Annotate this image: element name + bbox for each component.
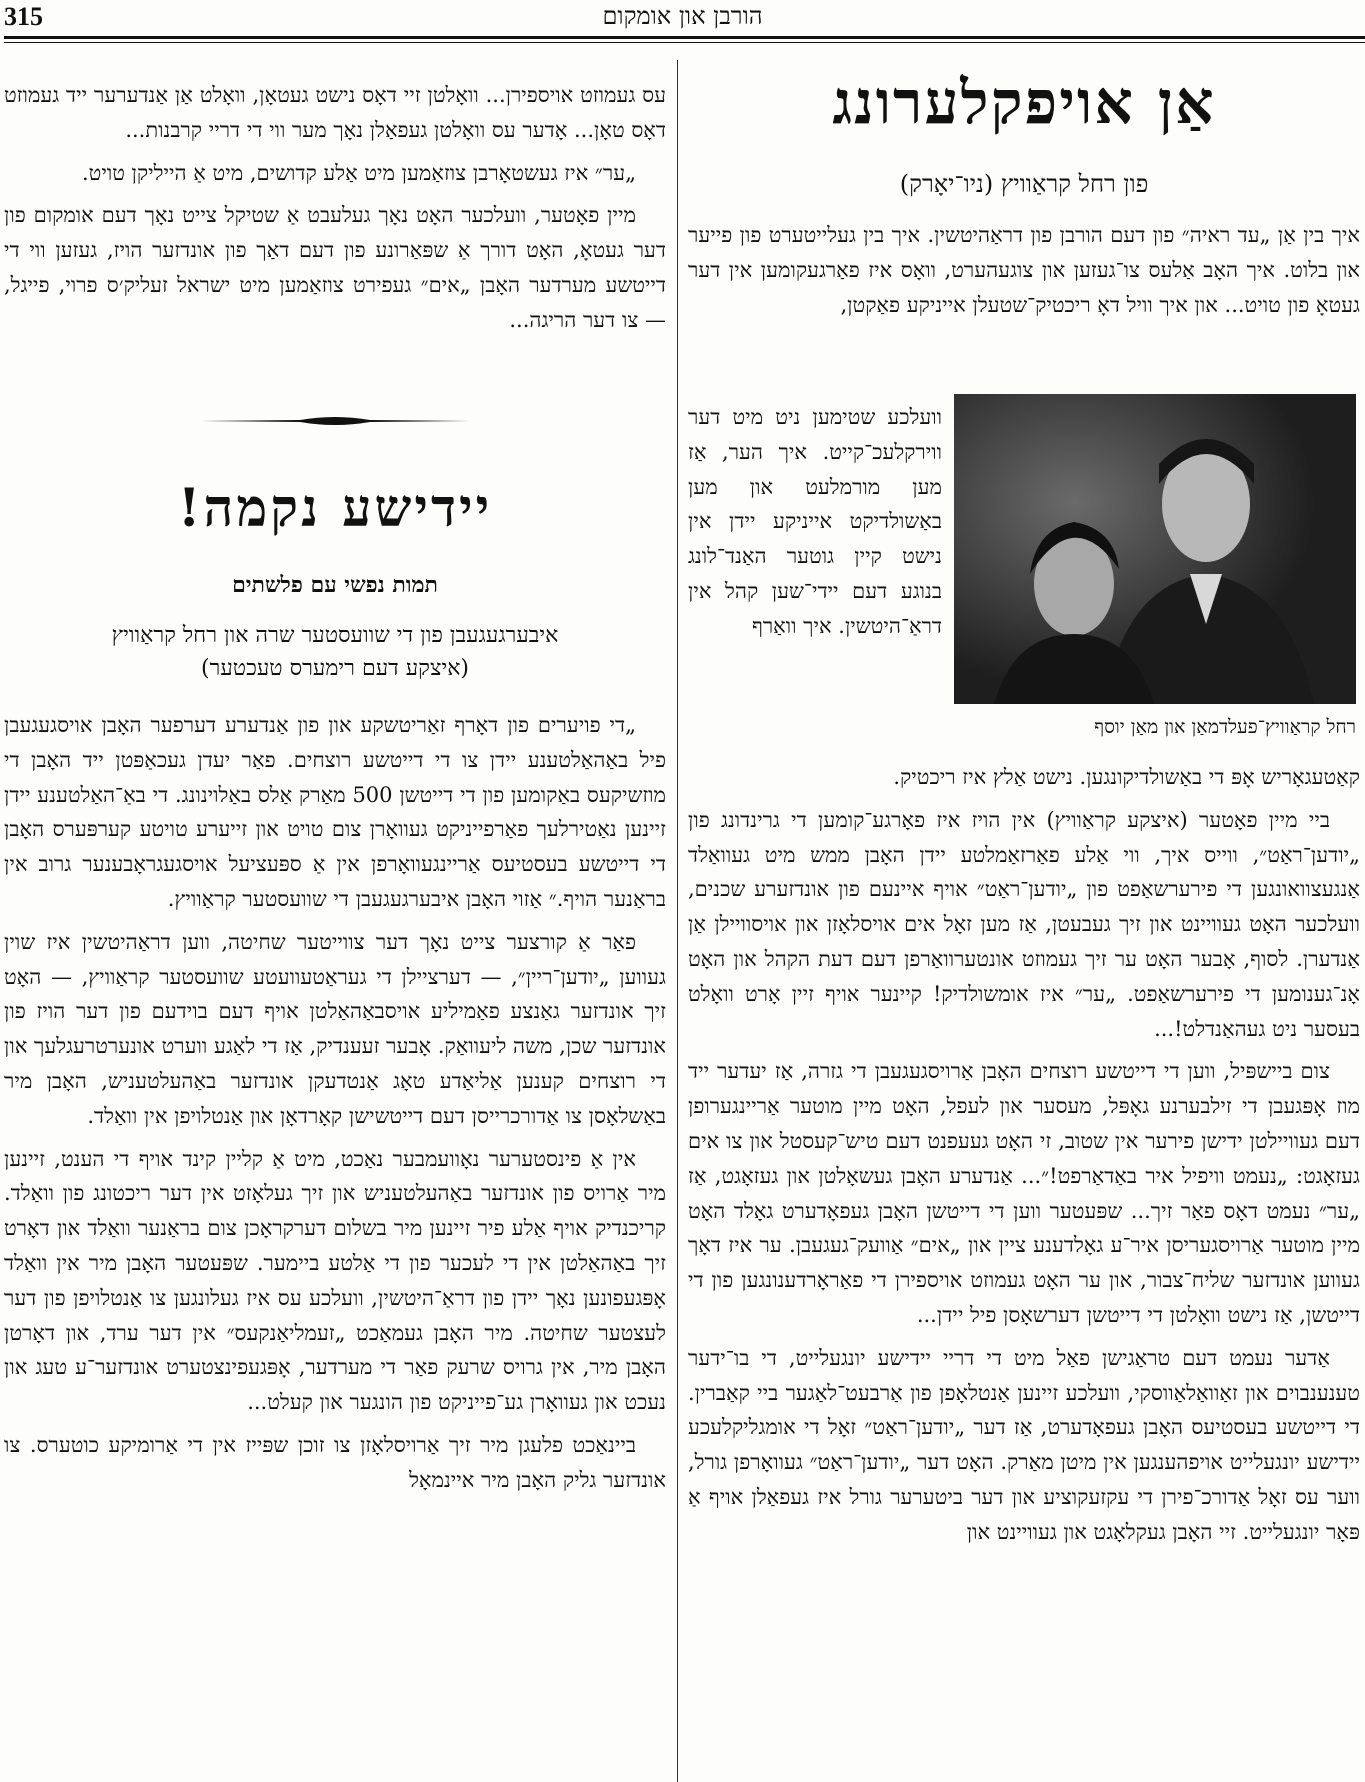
body-paragraph: צום ביישפּיל, ווען די דייטשע רוצחים האָבן אַרויסגעגעבן די גזרה, אַז יעדער ייד מוז אָפּגעבן די זילבערנע גאָפּל, מעסער און לעפל, האָט מיין מוטער אַריינגערופן דעם געוויילטן ידישן פירער אין שטוב, זי האָט געעפנט דעם טיש־קעסטל און צו אים געזאָגט: „נעמט וויפיל איר באַדאַרפט!״... אַנדערע האָבן געשאָלטן און געזאָגט, אַז „ער״ נעמט דאָס פאַר זיך... שפּעטער ווען די דייטשן האָבן געפאָדערט גאָלד האָט מיין מוטער אַרויסגעריסן איר־ע גאָלדענע ציין און „אים״ אַוועק־געגעבן. ער איז דאָך געווען אונדזער שליח־צבור, און ער האָט געמוזט אויספירן די פאַראָרדענונגען פון די דייטשן, אַז נישט וואָלטן די דייטשן דערשאָסן פיל יידן... <box>688 1059 1360 1327</box>
right-article-title: אַן אויפקלערונג <box>832 68 1216 138</box>
body-paragraph: אין אַ פינסטערער נאָוועמבער נאַכט, מיט אַ קליין קינד אויף די הענט, זיינען מיר אַרויס פון אונדזער באַהעלטעניש און זיך געלאָזט אין דער ריכטונג פון וואַלד. קריכנדיק אויף אַלע פיר זיינען מיר בשלום דערקראָכן צום בראַנער וואַלד און דאָרט זיך באַהאַלטן אין די לעכער פון די אַלטע ביימער. שפּעטער האָבן מיר אין וואַלד אָפּגעפונען נאָך יידן פון דראַ־היטשין, וועלכע עס איז געלונגען צו אַנטלויפן פון דער לעצטער שחיטה. מיר האָבן געמאַכט „זעמליאַנקעס״ אין דער ערד, און דאָרטן האָבן מיר, אין גרויס שרעק פאַר די מערדער, אָפּגעפינצטערט אונדזער־ע טעג און נעכט און געוואָרן גע־פייניקט פון הונגער און קעלט... <box>4 1146 666 1415</box>
body-paragraph: ביינאַכט פלעגן מיר זיך אַרויסלאָזן צו זוכן שפּייז אין די אַרומיקע כוטערס. צו אונדזער גליק האָבן מיר איינמאָל <box>4 1432 666 1492</box>
running-title: הורבן און אומקום <box>602 2 763 30</box>
wrap-text: וועלכע שטימען ניט מיט דער ווירקלעכ־קייט. איך הער, אַז מען מורמלעט און מען באַשולדיקט אייניקע יידן אין נישט קיין גוטער האַנד־לונג בנוגע דעם יידי־שען קהל אין דראַ־היטשין. איך וואַרף <box>688 405 942 638</box>
right-article-intro <box>688 218 1360 330</box>
column-divider <box>677 60 678 1782</box>
header-rule-thick <box>4 36 1365 39</box>
section-divider-ornament <box>200 414 470 428</box>
left-article-body <box>4 708 666 1506</box>
left-article-title: יידישע נקמה! <box>177 478 493 539</box>
portrait-photo-icon <box>954 394 1356 704</box>
body-paragraph: „די פויערים פון דאָרף זאַריטשקע און פון אַנדערע דערפער האָבן אויסגעגעבן פיל באַהאַלטענע יידן צו די דייטשע רוצחים. פאַר יעדן געכאַפּטן ייד האָבן די מוזשיקעס באַקומען פון די דייטשן 500 מאַרק אַלס באַלוינונג. די באַ־האַלטענע יידן זיינען נאַטירלעך פאַרפייניקט געוואָרן צום טויט און זייערע טויטע קערפּערס האָבן די דייטשע בעסטיעס אַריינגעוואָרפן אין אַ ספּעציעל אויסגעגראָבענער גרוב אין בראַנער הויף.״ אַזוי האָבן איבערגעגעבן די שוועסטער קראַוויץ. <box>4 713 666 911</box>
left-article-subtitle: תמות נפשי עם פלשתים <box>232 572 438 598</box>
body-paragraph: פאַר אַ קורצער צייט נאָך דער צווייטער שחיטה, ווען דראַהיטשין איז שוין געווען „יודען־ריין״, — דערציילן די געראַטעוועטע שוועסטער קראַוויץ, — האָט זיך אונדזער גאַנצע פאַמיליע אויסבאַהאַלטן אויף דעם בוידעם פון דער הויז פון אונדזער שכן, משה ליעוואַק. אָבער זעענדיק, אַז די לאַגע ווערט אונערטרעגלעך און די רוצחים קענען אַליאַדע טאָג אַנטדעקן אונדזער באַהעלטעניש, האָבן מיר באַשלאָסן צו אַדורכרייסן דעם דייטשישן קאָרדאָן און אַנטלויפן אין וואַלד. <box>4 929 666 1128</box>
left-article-byline-2: (איצקע דעם רימערס טעכטער) <box>200 656 470 681</box>
body-paragraph: אַדער נעמט דעם טראַגישן פאַל מיט די דריי יידישע יונגעלייט, די בו־ידער טענענבוים און זאַוואַלאַווסקי, וועלכע זיינען אַנטלאָפן פון אַרבעט־לאַגער ביי קאַברין. די דייטשע בעסטיעס האָבן געפאָדערט, אַז דער „יודען־ראַט״ זאָל די אומגליקלעכע יידישע יונגעלייט אויפהענגען אין מיטן מאַרק. האָט דער „יודען־ראַט״ געוואָרפן גורל, ווער עס זאָל אַדורכ־פירן די עקזעקוציע און דער ביטערער גורל איז געפאַלן אויף אַ פּאָר יונגעלייט. זיי האָבן געקלאָגט און געוויינט און <box>688 1345 1361 1544</box>
page-header <box>0 0 1365 40</box>
continued-paragraph: „ער״ איז געשטאָרבן צוזאַמען מיט אַלע קדושים, מיט אַ הייליקן טויט. <box>81 160 636 185</box>
continued-paragraph: מיין פאָטער, וועלכער האָט נאָך געלעבט אַ שטיקל צייט נאָך דעם אומקום פון דער געטאָ, האָט דורך אַ שפּאַרונע פון דעם דאַך פון אונדזער הויז, געזען ווי די דייטשע מערדער האָבן „אים״ געפירט צוזאַמען מיט ישראל זעליק׳ס פרוי, פייגל, — צו דער הריגה... <box>4 203 666 332</box>
right-article-author: פון רחל קראַוויץ (ניו־יאָרק) <box>899 170 1149 198</box>
portrait-photo <box>954 394 1356 704</box>
page-number: 315 <box>4 2 43 31</box>
body-paragraph: ביי מיין פאָטער (איצקע קראַוויץ) אין הויז איז פאָרגע־קומען די גרינדונג פון „יודען־ראַט״, ווייס איך, ווי אַלע פאַרזאַמלטע יידן האָבן ממש מיט געוואַלד אַנגעצוואונגען די פירערשאַפט פון „יודען־ראַט״ אויף איינעם פון אונדזערע שכנים, וועלכער האָט געוויינט און זיך געבעטן, אַז מען זאָל אים אויסלאָזן און אויסוויילן אַן אַנדערן. לסוף, אָבער האָט ער זיך געמוזט אונטערוואַרפן דעם דעת הקהל און האָט אָנ־גענומען די פירערשאַפט. „ער״ איז אומשולדיק! קיינער אויף זיין אָרט וואָלט בעסער ניט געהאַנדלט!... <box>688 807 1360 1041</box>
header-rule-thin <box>4 42 1365 43</box>
left-article-byline: איבערגעגעבן פון די שוועסטער שרה און רחל קראַוויץ <box>111 623 559 648</box>
intro-paragraph: איך בין אַן „עד ראיה״ פון דעם הורבן פון דראַהיטשין. איך בין געלייטערט פון פייער און בלוט. איך האָב אַלעס צו־געזען און צוגעהערט, וואָס איז פאַרגעקומען אין דער געטאָ פון טויט... און איך וויל דאָ ריכטיק־שטעלן אייניקע פאַקטן, <box>688 223 1360 317</box>
right-article-body <box>688 760 1360 1558</box>
continued-paragraph: עס געמוזט אויספירן... וואָלטן זיי דאָס נישט געטאָן, וואָלט אַן אַנדערער ייד געמוזט דאָס טאָן... אָדער עס וואָלטן געפאַלן נאָך מער ווי די דריי קרבנות... <box>4 83 666 142</box>
photo-caption: רחל קראַוויץ־פעלדמאַן און מאַן יוסף <box>1094 716 1356 738</box>
after-wrap-paragraph: קאַטעגאָריש אָפּ די באַשולדיקונגען. נישט אַלץ איז ריכטיק. <box>893 765 1360 789</box>
right-article-wrap-text <box>688 400 942 644</box>
left-continued-text <box>4 78 666 346</box>
